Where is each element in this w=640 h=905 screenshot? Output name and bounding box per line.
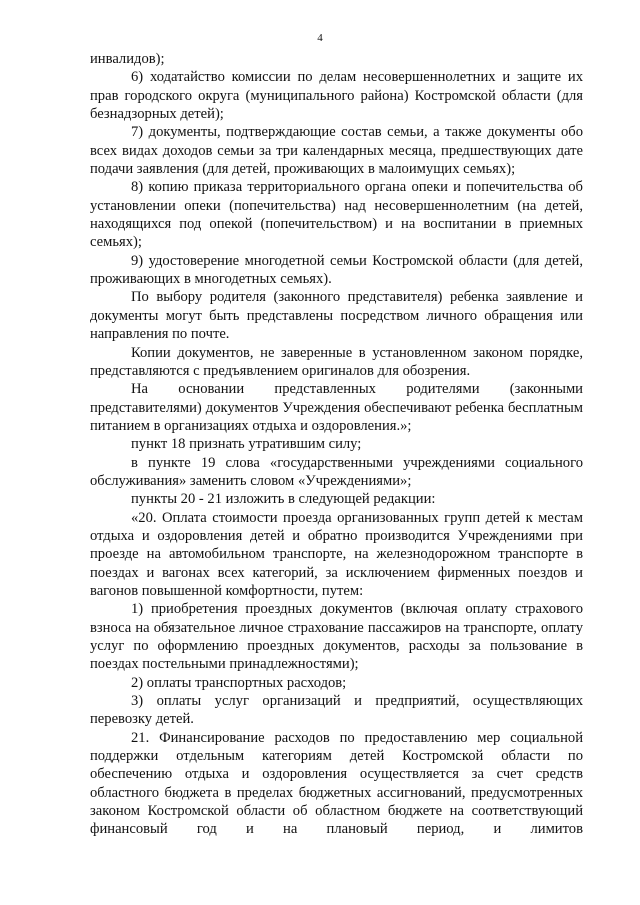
page-number: 4 [317,32,323,44]
paragraph-clauses-20-21: пункты 20 - 21 изложить в следующей редакции: [131,491,436,508]
paragraph-continuation: инвалидов); [90,51,165,67]
paragraph-meals: На основании представленных родителями (законными представителями) документов Учреждения обеспечивают ребенка бесплатным питанием в организациях отдыха и оздоровления.»; [90,381,583,434]
paragraph-item-8: 8) копию приказа территориального органа опеки и попечительства об установлении опеки (попечительства) над несовершеннолетним (на детей, находящихся под опекой (попечительством) и на воспитании в приемных семьях); [90,179,583,251]
paragraph-sub-2: 2) оплаты транспортных расходов; [131,674,347,691]
paragraph-sub-3: 3) оплаты услуг организаций и предприятий, осуществляющих перевозку детей. [90,693,583,728]
paragraph-section-20: «20. Оплата стоимости проезда организованных групп детей к местам отдыха и оздоровления детей и обратно производится Учреждениями при проезде на автомобильном транспорте, на железнодорожном транспорте в поездах и вагонах всех категорий, за исключением фирменных поездов и вагонов повышенной комфортности, путем: [90,509,583,599]
paragraph-item-7: 7) документы, подтверждающие состав семьи, а также документы обо всех видах доходов семьи за три календарных месяца, предшествующих дате подачи заявления (для детей, проживающих в малоимущих семьях); [90,124,583,178]
paragraph-section-21: 21. Финансирование расходов по предоставлению мер социальной поддержки отдельным категориям детей Костромской области по обеспечению отдыха и оздоровления осуществляется за счет средств областного бюджета в пределах бюджетных ассигнований, предусмотренных законом Костромской области об областном бюджете на соответствующий финансовый год и на плановый период, и лимитов [90,729,583,838]
paragraph-clause-19: в пункте 19 слова «государственными учреждениями социального обслуживания» заменить словом «Учреждениями»; [90,454,583,489]
paragraph-item-6: 6) ходатайство комиссии по делам несовершеннолетних и защите их прав городского округа (муниципального района) Костромской области (для безнадзорных детей); [90,69,583,123]
paragraph-sub-1: 1) приобретения проездных документов (включая оплату страхового взноса на обязательное личное страхование пассажиров на транспорте, оплату услуг по оформлению проездных документов, расходы за пользование в поездах постельными принадлежностями); [90,601,583,673]
paragraph-item-9: 9) удостоверение многодетной семьи Костромской области (для детей, проживающих в многодетных семьях). [90,252,583,288]
paragraph-copies: Копии документов, не заверенные в установленном законом порядке, представляются с предъявлением оригиналов для обозрения. [90,344,583,379]
paragraph-clause-18: пункт 18 признать утратившим силу; [131,436,362,453]
paragraph-submission: По выбору родителя (законного представителя) ребенка заявление и документы могут быть представлены посредством личного обращения или направления по почте. [90,289,583,343]
document-body [90,50,583,839]
